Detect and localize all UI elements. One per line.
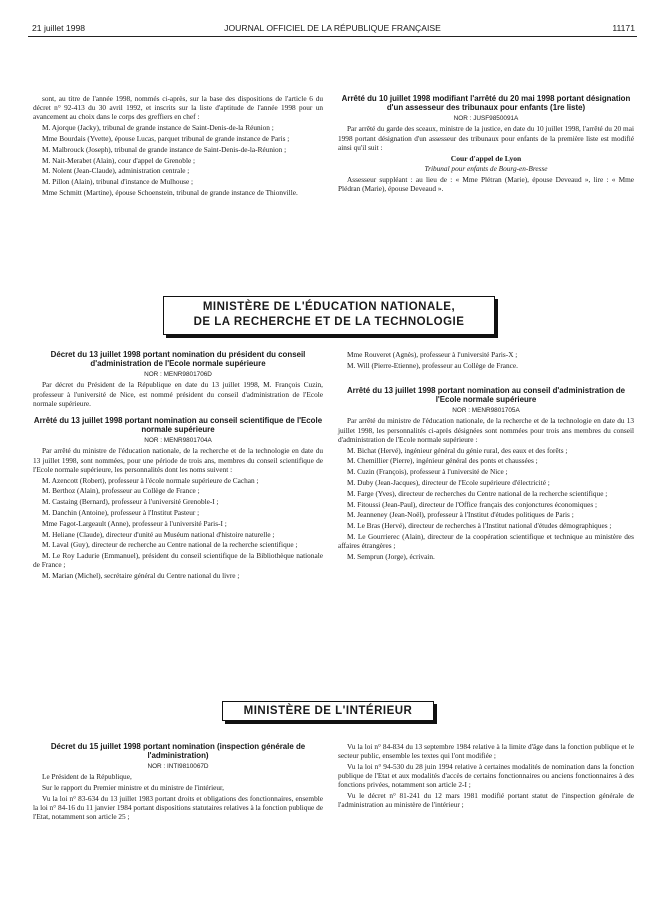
header-rule — [28, 36, 637, 37]
list-item: M. Laval (Guy), directeur de recherche au Centre national de la recherche scientifique ; — [42, 540, 298, 550]
nor-reference: NOR : MENR9801706D — [144, 370, 212, 378]
list-item: M. Nait-Merabet (Alain), cour d'appel de Grenoble ; — [42, 155, 196, 165]
list-item: M. Farge (Yves), directeur de recherches du Centre national de la recherche scientifique ; — [347, 488, 608, 498]
block1-left-column — [33, 94, 323, 199]
ministry-line: MINISTÈRE DE L'ÉDUCATION NATIONALE, — [202, 301, 456, 313]
list-item: M. Ajorque (Jacky), tribunal de grande instance de Saint-Denis-de-la Réunion ; — [42, 123, 274, 133]
court-heading: Cour d'appel de Lyon — [450, 153, 522, 163]
block3-left-column — [33, 742, 323, 823]
nor-reference: NOR : JUSF9850091A — [453, 114, 519, 122]
list-item: M. Berthoz (Alain), professeur au Collège de France ; — [42, 486, 200, 496]
list-item: M. Heliane (Claude), directeur d'unité au Muséum national d'histoire naturelle ; — [42, 529, 275, 539]
arrete-paragraph: Assesseur suppléant : au lieu de : « Mme Plétran (Marie), épouse Deveaud », lire : « Mme Plédran (Marie), épouse Deveaud ». — [338, 175, 634, 194]
list-item: Mme Fagot-Largeault (Anne), professeur à l'université Paris-I ; — [42, 518, 227, 528]
decret-paragraph: Vu le décret n° 81-241 du 12 mars 1981 modifié portant statut de l'inspection générale de l'administration au ministère de l'intérieur ; — [338, 791, 634, 810]
decret-title-president: Décret du 13 juillet 1998 portant nomination du président du conseil d'administration de l'Ecole normale supérieure — [50, 350, 306, 368]
list-item: M. Le Roy Ladurie (Emmanuel), président du conseil scientifique de la Bibliothèque nationale de France ; — [33, 551, 323, 570]
decret-paragraph: Sur le rapport du Premier ministre et du ministre de l'intérieur, — [42, 783, 224, 793]
decret-paragraph: Vu la loi n° 83-634 du 13 juillet 1983 portant droits et obligations des fonctionnaires, ensemble la loi n° 84-16 du 11 janvier 1984 portant dispositions statutaires relatives à la fonction publique de l'Etat, notamment son article 25 ; — [33, 793, 324, 822]
nor-reference: NOR : MENR9801704A — [144, 436, 212, 444]
ministry-line: MINISTÈRE DE L'INTÉRIEUR — [243, 705, 413, 717]
block2-left-column — [33, 350, 323, 582]
list-item: M. Azencott (Robert), professeur à l'école normale supérieure de Cachan ; — [42, 475, 259, 485]
list-item: M. Bichat (Hervé), ingénieur général du génie rural, des eaux et des forêts ; — [347, 445, 568, 455]
list-item: M. Cuzin (François), professeur à l'université de Nice ; — [347, 467, 508, 477]
decret-title-inspection: Décret du 15 juillet 1998 portant nomination (inspection générale de l'administration) — [50, 742, 306, 760]
nor-reference: NOR : MENR9801705A — [452, 406, 520, 414]
list-item: M. Semprun (Jorge), écrivain. — [347, 551, 435, 561]
list-item: M. Danchin (Antoine), professeur à l'Institut Pasteur ; — [42, 507, 200, 517]
header-page-number: 11171 — [612, 23, 635, 33]
block3-right-column — [338, 742, 634, 811]
arrete-title-conseil-administration: Arrêté du 13 juillet 1998 portant nomination au conseil d'administration de l'Ecole normale supérieure — [346, 386, 626, 404]
block1-right-column — [338, 94, 634, 195]
list-item: M. Pillon (Alain), tribunal d'instance de Mulhouse ; — [42, 177, 194, 187]
arrete-paragraph: Par arrêté du garde des sceaux, ministre de la justice, en date du 10 juillet 1998, l'arrêté du 20 mai 1998 portant désignation d'un assesseur des tribunaux pour enfants de la première liste est modifié ainsi qu'il suit : — [338, 124, 634, 152]
decret-paragraph: Le Président de la République, — [42, 772, 132, 782]
tribunal-subheading: Tribunal pour enfants de Bourg-en-Bresse — [424, 164, 548, 174]
arrete-paragraph: Par arrêté du ministre de l'éducation nationale, de la recherche et de la technologie en date du 13 juillet 1998, sont nommées, pour une période de trois ans, membres du conseil scientifique de l'Ecole normale supérieure, les personnalités dont les noms suivent : — [33, 446, 323, 474]
list-item: M. Le Gourrierec (Alain), directeur de la coopération scientifique et technique au ministère des affaires étrangères ; — [338, 531, 634, 551]
header-journal-title: JOURNAL OFFICIEL DE LA RÉPUBLIQUE FRANÇAISE — [224, 23, 441, 33]
arrete-title-conseil-scientifique: Arrêté du 13 juillet 1998 portant nomination au conseil scientifique de l'Ecole normale supérieure — [33, 416, 323, 434]
list-item: M. Malbrouck (Joseph), tribunal de grande instance de Saint-Denis-de-la-Réunion ; — [42, 144, 287, 154]
list-item: M. Marian (Michel), secrétaire général du Centre national du livre ; — [42, 571, 240, 581]
ministry-line: DE LA RECHERCHE ET DE LA TECHNOLOGIE — [193, 316, 465, 328]
decret-paragraph: Par décret du Président de la République en date du 13 juillet 1998, M. François Cuzin, professeur à l'université de Nice, est nommé président du conseil d'administration de l'Ecole normale supérieure. — [33, 380, 323, 408]
nor-reference: NOR : INTI9810067D — [147, 762, 209, 770]
block1-left-intro: sont, au titre de l'année 1998, nommés ci-après, sur la base des dispositions de l'article 6 du décret n° 92-413 du 30 avril 1992, et inscrits sur la liste d'aptitude de l'année 1998 pour un avancement au choix dans le corps des greffiers en chef : — [33, 94, 323, 122]
list-item: M. Fitoussi (Jean-Paul), directeur de l'Office français des conjonctures économiques ; — [347, 499, 598, 509]
header-date: 21 juillet 1998 — [32, 23, 86, 33]
list-item: M. Castaing (Bernard), professeur à l'université Grenoble-I ; — [42, 497, 219, 507]
list-item: Mme Rouveret (Agnès), professeur à l'université Paris-X ; — [347, 350, 518, 359]
list-item: M. Nolent (Jean-Claude), administration centrale ; — [42, 166, 190, 176]
arrete-title-assesseur: Arrêté du 10 juillet 1998 modifiant l'arrêté du 20 mai 1998 portant désignation d'un assesseur des tribunaux pour enfants (1re liste) — [341, 94, 631, 112]
decret-paragraph: Vu la loi n° 84-834 du 13 septembre 1984 relative à la limite d'âge dans la fonction publique et le secteur public, ensemble les textes qui l'ont modifiée ; — [338, 742, 634, 761]
ministry-heading-interieur — [222, 701, 434, 721]
list-item: M. Le Bras (Hervé), directeur de recherches à l'Institut national d'études démographiques ; — [347, 521, 612, 531]
list-item: M. Chemillier (Pierre), ingénieur général des ponts et chaussées ; — [347, 456, 538, 466]
list-item: M. Jeanneney (Jean-Noël), professeur à l'Institut d'études politiques de Paris ; — [347, 510, 574, 520]
arrete-paragraph: Par arrêté du ministre de l'éducation nationale, de la recherche et de la technologie en date du 13 juillet 1998, les personnalités ci-après désignées sont nommées pour trois ans membres du conseil d'administration de l'Ecole normale supérieure : — [338, 416, 634, 444]
decret-paragraph: Vu la loi n° 94-530 du 28 juin 1994 relative à certaines modalités de nomination dans la fonction publique de l'Etat et aux modalités d'accès de certains fonctionnaires ou anciens fonctionnaires à des fonctions privées, notamment son article 2-I ; — [338, 762, 634, 790]
list-item: M. Will (Pierre-Etienne), professeur au Collège de France. — [347, 360, 518, 370]
list-item: Mme Bourdais (Yvette), épouse Lucas, parquet tribunal de grande instance de Paris ; — [42, 134, 290, 143]
block2-right-column — [338, 350, 634, 563]
list-item: Mme Schmitt (Martine), épouse Schoenstein, tribunal de grande instance de Thionville. — [42, 187, 298, 197]
list-item: M. Duby (Jean-Jacques), directeur de l'Ecole supérieure d'électricité ; — [347, 477, 550, 487]
ministry-heading-education — [163, 296, 495, 335]
